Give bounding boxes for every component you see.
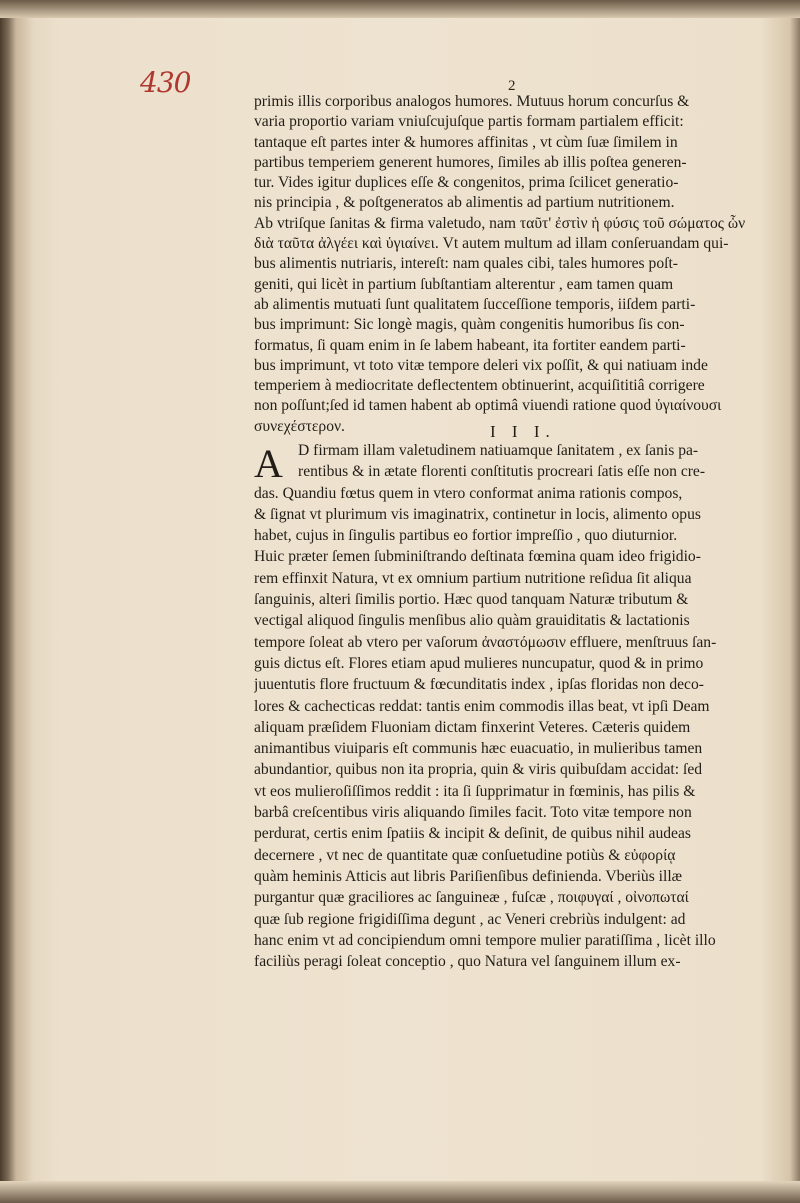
text-line: primis illis corporibus analogos humores. Mutuus horum concurſus &	[254, 93, 690, 110]
text-line: juuentutis flore fructuum & fœcunditatis index , ipſas floridas non deco-	[254, 676, 704, 694]
text-line: barbâ creſcentibus viris aliquando ſimiles facit. Toto vitæ tempore non	[254, 804, 692, 822]
text-line: lores & cachecticas reddat: tantis enim commodis illas beat, vt ipſi Deam	[254, 697, 710, 715]
text-line: faciliùs peragi ſoleat conceptio , quo Natura vel ſanguinem illum ex-	[254, 953, 681, 971]
text-line: tur. Vides igitur duplices eſſe & congenitos, prima ſcilicet generatio-	[254, 174, 679, 192]
paragraph-2	[254, 440, 794, 972]
text-line: rem effinxit Natura, vt ex omnium partium nutritione reſidua ſit aliqua	[254, 569, 692, 587]
text-line: perdurat, certis enim ſpatiis & incipit & deſinit, de quibus nihil audeas	[254, 825, 691, 843]
text-line: ſanguinis, alteri ſimilis portio. Hæc quod tanquam Naturæ tributum &	[254, 591, 689, 609]
drop-cap: A	[254, 441, 283, 486]
handwritten-page-number: 430	[140, 66, 191, 99]
section-heading: I I I.	[490, 422, 556, 441]
text-line: ab alimentis mutuati ſunt qualitatem ſucceſſione temporis, iiſdem parti-	[254, 295, 696, 313]
text-line: Huic præter ſemen ſubminiſtrando deſtinata fœmina quam ideo frigidio-	[254, 548, 701, 566]
text-line: Ab vtriſque ſanitas & firma valetudo, nam ταῦτ' ἐστὶν ἡ φύσις τοῦ σώματος ὧν	[254, 214, 746, 232]
text-line: abundantior, quibus non ita propria, quin & viris quibuſdam accidat: ſed	[254, 761, 703, 779]
text-line: συνεχέστερον.	[254, 417, 345, 435]
text-line: formatus, ſi quam enim in ſe labem habeant, ita fortiter eandem parti-	[254, 336, 686, 354]
text-line: temperiem à mediocritate deflectentem obtinuerint, acquiſititiâ corrigere	[254, 377, 705, 395]
text-line: vectigal aliquod ſingulis menſibus alio quàm grauiditatis & lactationis	[254, 612, 690, 630]
text-line: bus alimentis nutriaris, intereſt: nam quales cibi, tales humores poſt-	[254, 255, 678, 273]
text-line: hanc enim vt ad concipiendum omni tempore mulier paratiſſima , licèt illo	[254, 931, 716, 949]
text-line: partibus temperiem generent humores, ſimiles ab illis poſtea generen-	[254, 153, 687, 171]
text-line: & ſignat vt plurimum vis imaginatrix, continetur in locis, alimento opus	[254, 505, 701, 523]
text-line: aliquam præſidem Fluoniam dictam finxerint Veteres. Cæteris quidem	[254, 718, 691, 736]
text-line: purgantur quæ graciliores ac ſanguineæ , fuſcæ , ποιφυγαί , οἰνοπωταί	[254, 889, 689, 907]
text-line: non poſſunt;ſed id tamen habent ab optimâ viuendi ratione quod ὑγιαίνουσι	[254, 397, 722, 415]
text-line: D firmam illam valetudinem natiuamque ſanitatem , ex ſanis pa-	[298, 442, 699, 459]
text-line: tempore ſoleat ab vtero per vaſorum ἀναστόμωσιν effluere, menſtruus ſan-	[254, 633, 717, 651]
paragraph-1	[254, 92, 790, 437]
folio-number: 2	[508, 78, 516, 94]
text-line: quæ ſub regione frigidiſſima degunt , ac Veneri crebriùs indulgent: ad	[254, 910, 686, 928]
text-line: varia proportio variam vniuſcujuſque partis formam partialem efficit:	[254, 113, 684, 131]
text-line: vt eos mulieroſiſſimos reddit : ita ſi ſupprimatur in fœminis, has pilis &	[254, 782, 696, 800]
text-line: quàm heminis Atticis aut libris Pariſienſibus definienda. Vberiùs illæ	[254, 867, 683, 885]
text-line: das. Quandiu fœtus quem in vtero conformat anima rationis compos,	[254, 484, 683, 502]
text-line: rentibus & in ætate florenti conſtitutis procreari ſatis eſſe non cre-	[298, 463, 706, 481]
text-line: διὰ ταῦτα ἀλγέει καὶ ὑγιαίνει. Vt autem multum ad illam conſeruandam qui-	[254, 235, 729, 253]
text-line: tantaque eſt partes inter & humores affinitas , vt cùm ſuæ ſimilem in	[254, 133, 678, 151]
text-line: bus imprimunt: Sic longè magis, quàm congenitis humoribus ſis con-	[254, 316, 685, 334]
text-line: animantibus viuiparis eſt communis hæc euacuatio, in mulieribus tamen	[254, 740, 703, 758]
text-line: nis principia , & poſtgeneratos ab alimentis ad partium nutritionem.	[254, 194, 675, 212]
text-line: guis dictus eſt. Flores etiam apud mulieres nuncupatur, quod & in primo	[254, 654, 704, 672]
text-line: habet, cujus in ſingulis partibus eo fortior impreſſio , quo diuturnior.	[254, 527, 678, 545]
text-line: bus imprimunt, vt toto vitæ tempore deleri vix poſſit, & qui natiuam inde	[254, 356, 708, 374]
text-line: geniti, qui licèt in partium ſubſtantiam alterentur , eam tamen quam	[254, 275, 674, 293]
text-line: decernere , vt nec de quantitate quæ conſuetudine potiùs & εὐφορίᾳ	[254, 846, 676, 864]
